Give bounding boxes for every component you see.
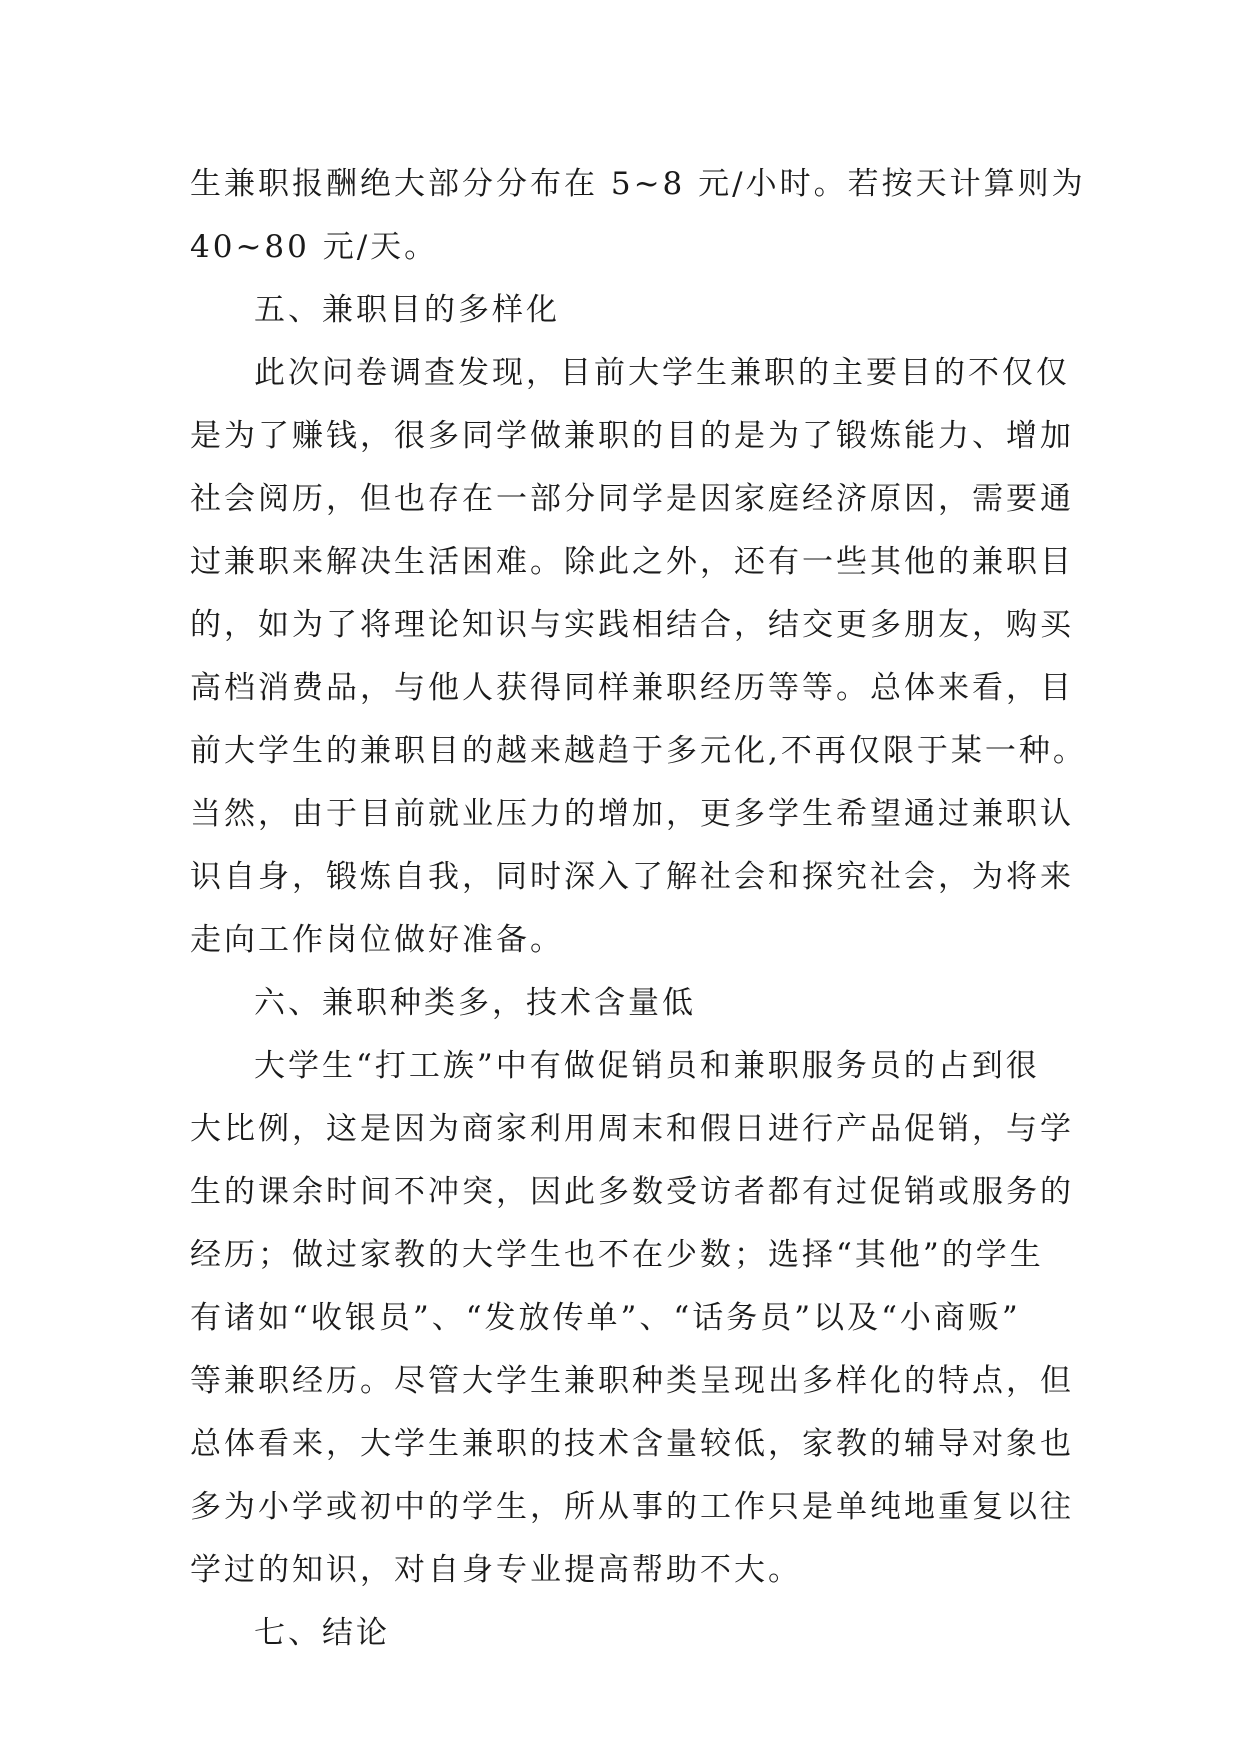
text-line-6: 社会阅历，但也存在一部分同学是因家庭经济原因，需要通: [190, 481, 1074, 517]
text-line-22: 多为小学或初中的学生，所从事的工作只是单纯地重复以往: [190, 1489, 1074, 1525]
text-line-23: 学过的知识，对自身专业提高帮助不大。: [190, 1552, 802, 1588]
section-heading-7: 七、结论: [254, 1615, 390, 1651]
text-line-2: 40~80 元/天。: [190, 229, 439, 265]
text-line-13: 走向工作岗位做好准备。: [190, 922, 564, 958]
text-line-12: 识自身，锻炼自我，同时深入了解社会和探究社会，为将来: [190, 859, 1074, 895]
text-line-7: 过兼职来解决生活困难。除此之外，还有一些其他的兼职目: [190, 544, 1074, 580]
text-line-4: 此次问卷调查发现，目前大学生兼职的主要目的不仅仅: [254, 355, 1070, 391]
section-heading-5: 五、兼职目的多样化: [254, 292, 560, 328]
text-line-10: 前大学生的兼职目的越来越趋于多元化,不再仅限于某一种。: [190, 733, 1087, 769]
text-line-17: 生的课余时间不冲突，因此多数受访者都有过促销或服务的: [190, 1174, 1074, 1210]
text-line-11: 当然，由于目前就业压力的增加，更多学生希望通过兼职认: [190, 796, 1074, 832]
text-line-1: 生兼职报酬绝大部分分布在 5~8 元/小时。若按天计算则为: [190, 166, 1086, 202]
text-line-15: 大学生“打工族”中有做促销员和兼职服务员的占到很: [254, 1048, 1040, 1084]
text-line-20: 等兼职经历。尽管大学生兼职种类呈现出多样化的特点，但: [190, 1363, 1074, 1399]
text-line-5: 是为了赚钱，很多同学做兼职的目的是为了锻炼能力、增加: [190, 418, 1074, 454]
section-heading-6: 六、兼职种类多，技术含量低: [254, 985, 696, 1021]
text-line-19: 有诸如“收银员”、“发放传单”、“话务员”以及“小商贩”: [190, 1300, 1021, 1336]
text-line-9: 高档消费品，与他人获得同样兼职经历等等。总体来看，目: [190, 670, 1074, 706]
text-line-18: 经历；做过家教的大学生也不在少数；选择“其他”的学生: [190, 1237, 1044, 1273]
text-line-16: 大比例，这是因为商家利用周末和假日进行产品促销，与学: [190, 1111, 1074, 1147]
text-line-21: 总体看来，大学生兼职的技术含量较低，家教的辅导对象也: [190, 1426, 1074, 1462]
text-line-8: 的，如为了将理论知识与实践相结合，结交更多朋友，购买: [190, 607, 1074, 643]
